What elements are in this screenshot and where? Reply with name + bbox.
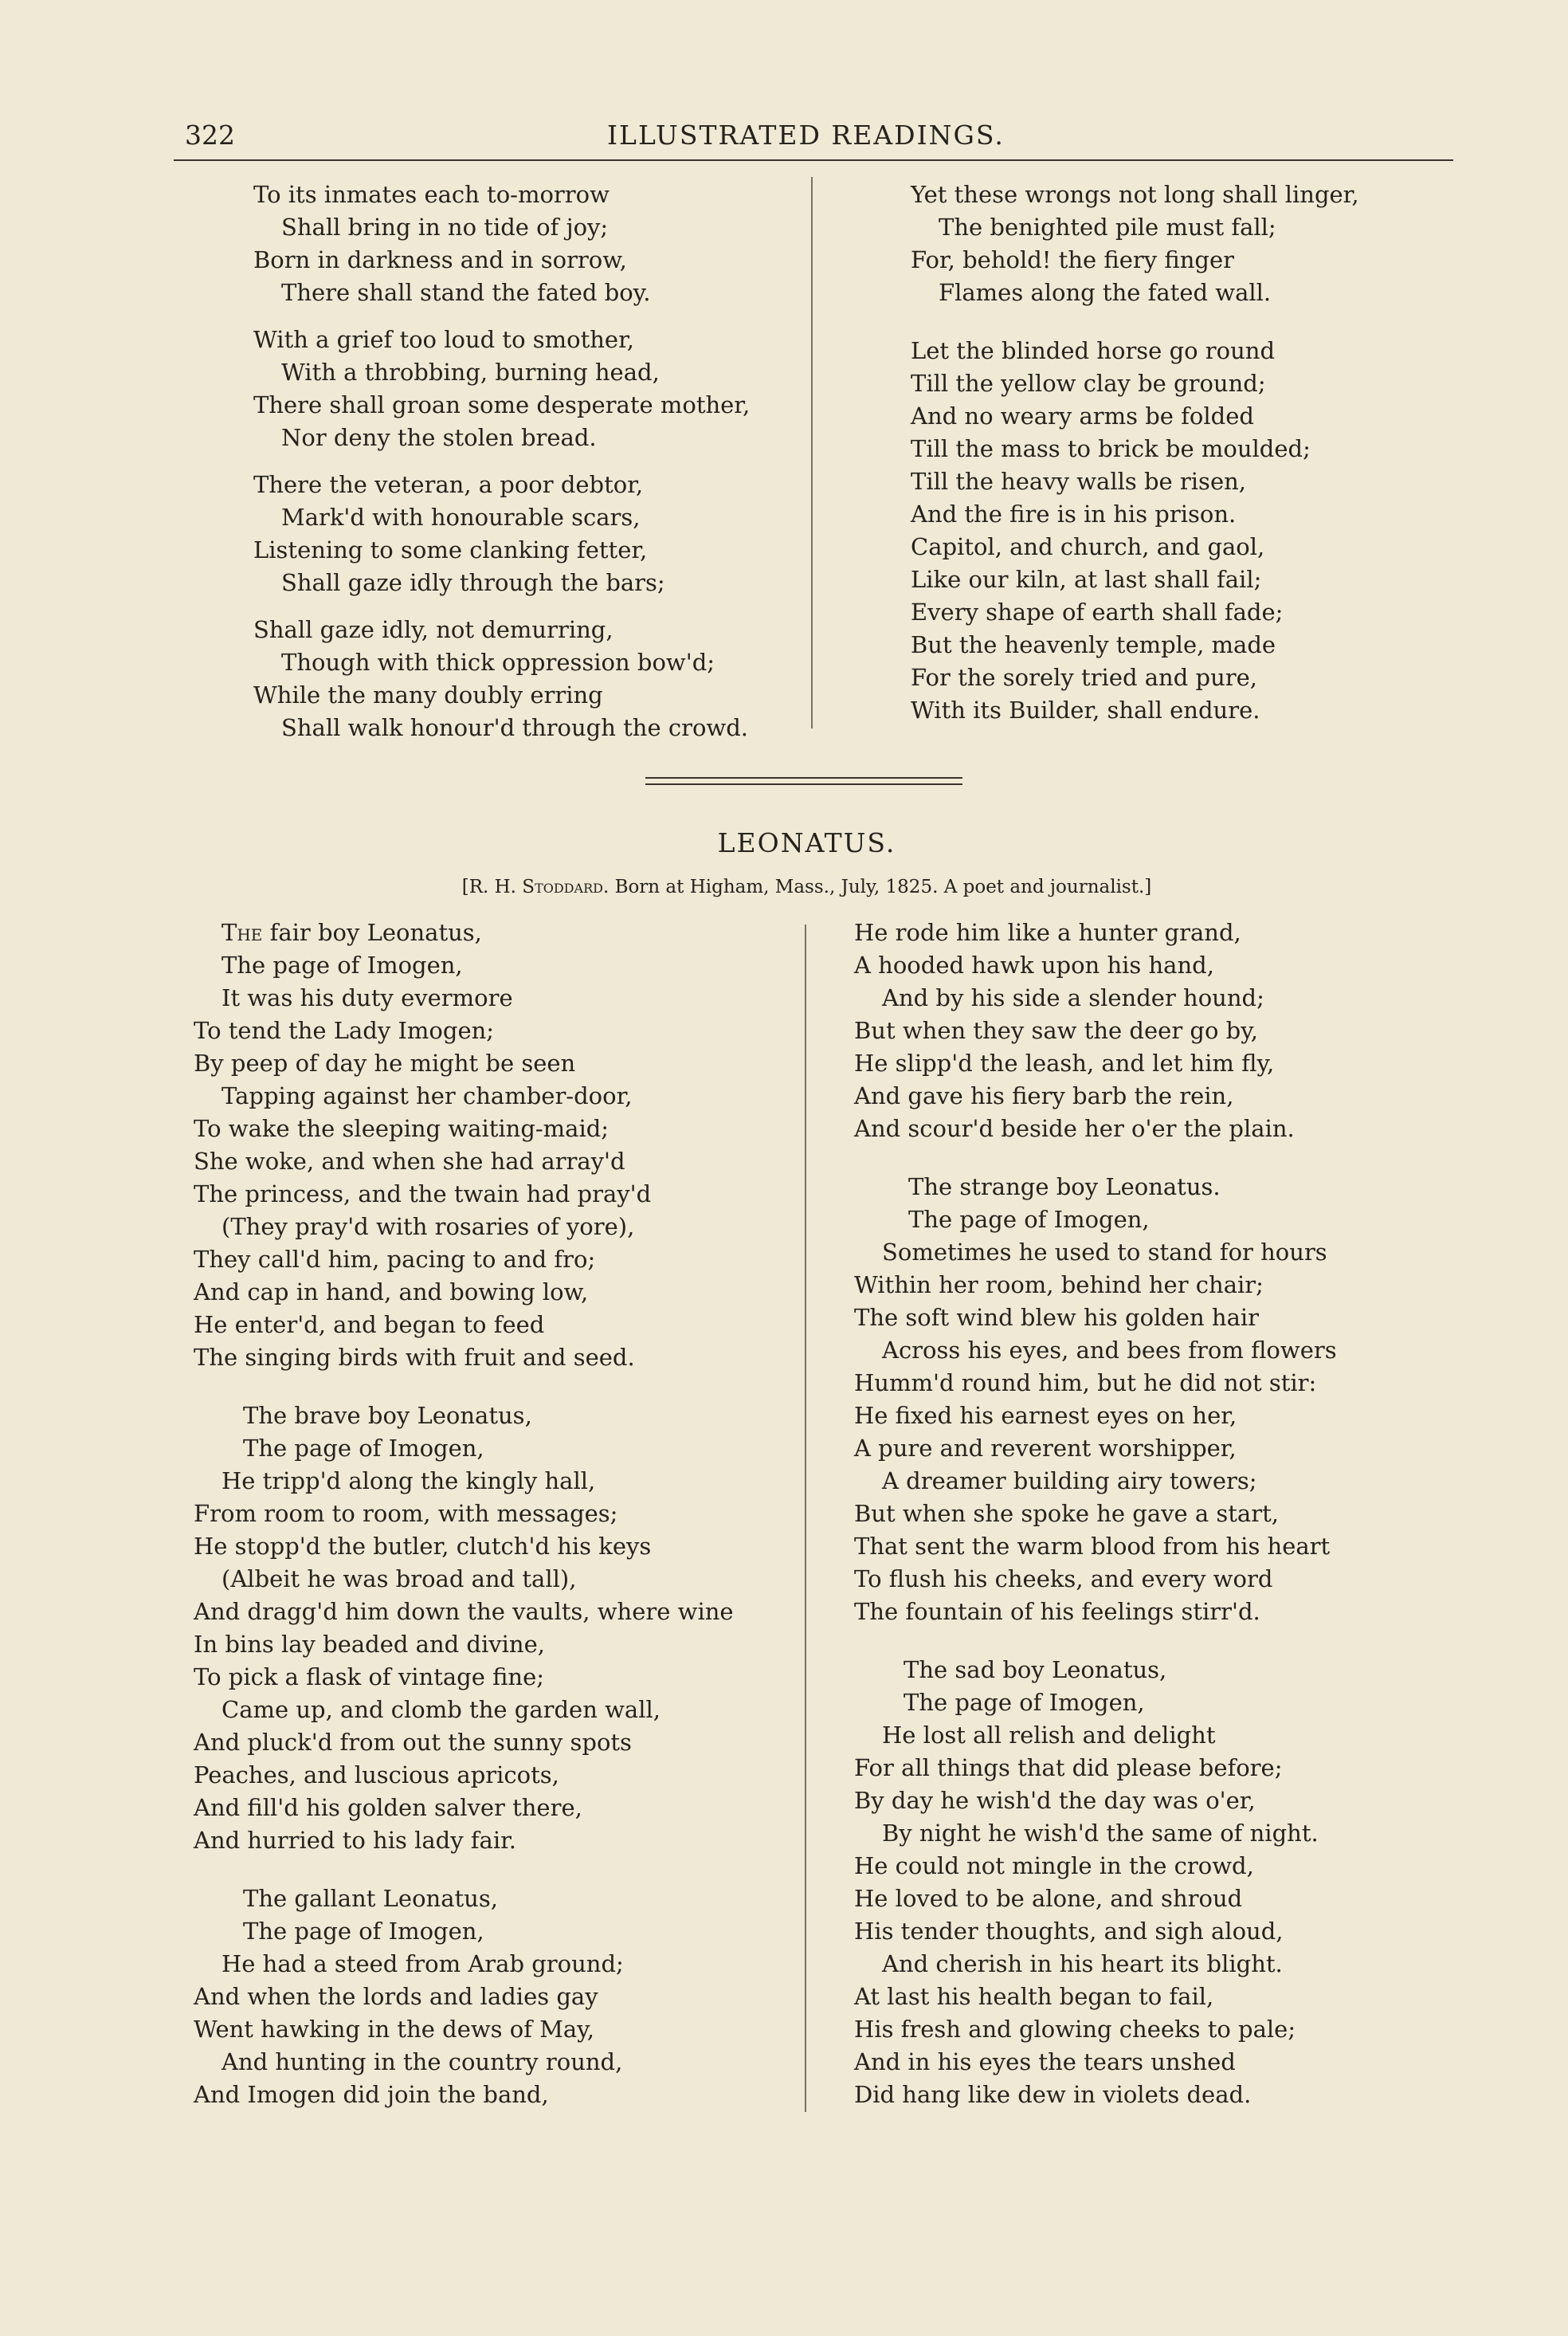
stanza: [854, 1171, 1337, 1628]
poem-title: LEONATUS.: [717, 827, 896, 858]
verse-line: But when they saw the deer go by,: [854, 1017, 1258, 1044]
column-divider: [811, 177, 813, 728]
running-head: ILLUSTRATED READINGS.: [607, 120, 1005, 151]
verse-line: Came up, and clomb the garden wall,: [221, 1696, 661, 1723]
verse-line: He tripp'd along the kingly hall,: [221, 1467, 596, 1494]
verse-line: With its Builder, shall endure.: [911, 697, 1260, 724]
verse-line: (Albeit he was broad and tall),: [221, 1565, 577, 1592]
verse-line: To pick a flask of vintage fine;: [194, 1663, 545, 1690]
verse-line: There shall groan some desperate mother,: [253, 391, 751, 418]
first-word: The: [221, 919, 263, 946]
verse-line: Listening to some clanking fetter,: [253, 536, 648, 563]
verse-line: A dreamer building airy towers;: [882, 1467, 1257, 1494]
verse-line: At last his health began to fail,: [854, 1983, 1214, 2010]
prev-poem-right-column: [911, 179, 1359, 741]
verse-line: And Imogen did join the band,: [194, 2081, 549, 2108]
verse-line: The page of Imogen,: [243, 1918, 484, 1945]
verse-line: Did hang like dew in violets dead.: [854, 2081, 1252, 2108]
verse-line: While the many doubly erring: [253, 681, 603, 709]
verse-line: The gallant Leonatus,: [243, 1885, 498, 1912]
verse-line: The singing birds with fruit and seed.: [194, 1344, 635, 1371]
poem-attribution: [R. H. Stoddard. Born at Higham, Mass., July, 1825. A poet and journalist.]: [461, 877, 1152, 897]
verse-line: For, behold! the fiery finger: [911, 246, 1234, 273]
verse-line: The benighted pile must fall;: [939, 214, 1276, 241]
verse-line: Capitol, and church, and gaol,: [911, 533, 1265, 560]
verse-line: The page of Imogen,: [908, 1206, 1150, 1233]
verse-line: Let the blinded horse go round: [911, 337, 1276, 364]
verse-line: His tender thoughts, and sigh aloud,: [854, 1918, 1284, 1945]
verse-line: Till the yellow clay be ground;: [911, 370, 1266, 397]
verse-line: By night he wish'd the same of night.: [882, 1820, 1319, 1847]
stanza: [194, 917, 734, 1374]
verse-line: [194, 917, 734, 949]
verse-line: And the fire is in his prison.: [911, 501, 1237, 528]
verse-line: And cap in hand, and bowing low,: [194, 1278, 589, 1305]
verse-line: And hurried to his lady fair.: [194, 1827, 517, 1854]
stanza: [253, 324, 750, 454]
verse-line: And in his eyes the tears unshed: [854, 2048, 1236, 2075]
stanza: [194, 1883, 734, 2111]
verse-line: Nor deny the stolen bread.: [281, 424, 597, 451]
verse-line: Flames along the fated wall.: [939, 279, 1272, 306]
verse-line: By day he wish'd the day was o'er,: [854, 1787, 1256, 1814]
verse-line: The soft wind blew his golden hair: [854, 1304, 1260, 1331]
verse-line: The page of Imogen,: [243, 1435, 484, 1462]
verse-line: For all things that did please before;: [854, 1754, 1283, 1781]
verse-line: To tend the Lady Imogen;: [194, 1017, 495, 1044]
verse-line: And cherish in his heart its blight.: [882, 1950, 1283, 1977]
section-rule-bottom: [645, 783, 962, 785]
poem-right-column: [854, 917, 1337, 2126]
verse-line: He lost all relish and delight: [882, 1722, 1216, 1749]
verse-line: She woke, and when she had array'd: [194, 1148, 625, 1175]
stanza: [911, 335, 1359, 727]
verse-line: He enter'd, and began to feed: [194, 1311, 545, 1338]
column-divider: [805, 925, 806, 2112]
verse-line: He rode him like a hunter grand,: [854, 919, 1241, 946]
verse-line: He slipp'd the leash, and let him fly,: [854, 1050, 1275, 1077]
stanza: [911, 179, 1359, 309]
page-number: 322: [185, 120, 235, 151]
stanza: [194, 1400, 734, 1857]
stanza: [854, 1654, 1337, 2111]
verse-line: And when the lords and ladies gay: [194, 1983, 598, 2010]
verse-line: Humm'd round him, but he did not stir:: [854, 1369, 1317, 1396]
verse-line: A pure and reverent worshipper,: [854, 1435, 1237, 1462]
verse-line: But the heavenly temple, made: [911, 631, 1276, 658]
verse-line: That sent the warm blood from his heart: [854, 1533, 1331, 1560]
verse-line: The princess, and the twain had pray'd: [194, 1180, 652, 1207]
verse-line: The page of Imogen,: [221, 952, 463, 979]
verse-line: He loved to be alone, and shroud: [854, 1885, 1243, 1912]
verse-line: His fresh and glowing cheeks to pale;: [854, 2016, 1296, 2043]
prev-poem-left-column: [253, 179, 750, 759]
verse-line: Across his eyes, and bees from flowers: [882, 1337, 1337, 1364]
verse-line: Like our kiln, at last shall fail;: [911, 566, 1262, 593]
stanza: [854, 917, 1337, 1145]
verse-line: With a grief too loud to smother,: [253, 326, 634, 353]
verse-line: To flush his cheeks, and every word: [854, 1565, 1273, 1592]
verse-line: Shall gaze idly, not demurring,: [253, 616, 613, 643]
verse-line: And scour'd beside her o'er the plain.: [854, 1115, 1295, 1142]
verse-line: Within her room, behind her chair;: [854, 1271, 1264, 1298]
verse-line: The strange boy Leonatus.: [908, 1173, 1221, 1200]
verse-line: And dragg'd him down the vaults, where wine: [194, 1598, 734, 1625]
page-header: [185, 120, 1452, 155]
verse-line: They call'd him, pacing to and fro;: [194, 1246, 596, 1273]
section-rule-top: [645, 777, 962, 779]
verse-line: Though with thick oppression bow'd;: [281, 649, 715, 676]
verse-line: And pluck'd from out the sunny spots: [194, 1729, 632, 1756]
verse-line: There shall stand the fated boy.: [281, 279, 651, 306]
verse-line: He could not mingle in the crowd,: [854, 1852, 1254, 1879]
verse-line: And by his side a slender hound;: [882, 984, 1264, 1011]
verse-line: And gave his fiery barb the rein,: [854, 1082, 1234, 1109]
verse-line: For the sorely tried and pure,: [911, 664, 1257, 691]
verse-line: In bins lay beaded and divine,: [194, 1631, 545, 1658]
verse-line: But when she spoke he gave a start,: [854, 1500, 1279, 1527]
verse-line: And no weary arms be folded: [911, 402, 1254, 430]
verse-line: Sometimes he used to stand for hours: [882, 1239, 1327, 1266]
verse-line: A hooded hawk upon his hand,: [854, 952, 1214, 979]
stanza: [253, 614, 750, 744]
verse-line: He had a steed from Arab ground;: [221, 1950, 624, 1977]
verse-line: To its inmates each to-morrow: [253, 181, 610, 208]
poem-left-column: [194, 917, 734, 2126]
verse-line: Till the mass to brick be moulded;: [911, 435, 1311, 462]
verse-line: (They pray'd with rosaries of yore),: [221, 1213, 635, 1240]
verse-line: He fixed his earnest eyes on her,: [854, 1402, 1237, 1429]
attribution-author: R. H. Stoddard.: [468, 877, 610, 897]
verse-line: The brave boy Leonatus,: [243, 1402, 532, 1429]
verse-line: Till the heavy walls be risen,: [911, 468, 1246, 495]
verse-line: Born in darkness and in sorrow,: [253, 246, 627, 273]
header-rule: [174, 159, 1453, 161]
verse-line: It was his duty evermore: [221, 984, 513, 1011]
verse-line: Shall bring in no tide of joy;: [281, 214, 609, 241]
verse-line: There the veteran, a poor debtor,: [253, 471, 644, 498]
attribution-details: Born at Higham, Mass., July, 1825. A poet and journalist.: [614, 877, 1145, 897]
verse-line: By peep of day he might be seen: [194, 1050, 576, 1077]
verse-line: Every shape of earth shall fade;: [911, 599, 1284, 626]
verse-line: Tapping against her chamber-door,: [221, 1082, 633, 1109]
verse-line: Shall gaze idly through the bars;: [281, 569, 665, 596]
verse-line: The fountain of his feelings stirr'd.: [854, 1598, 1260, 1625]
verse-line: To wake the sleeping waiting-maid;: [194, 1115, 610, 1142]
verse-line: And fill'd his golden salver there,: [194, 1794, 582, 1821]
verse-line-text: fair boy Leonatus,: [269, 919, 482, 946]
verse-line: The sad boy Leonatus,: [904, 1656, 1167, 1683]
verse-line: He stopp'd the butler, clutch'd his keys: [194, 1533, 652, 1560]
verse-line: The page of Imogen,: [904, 1689, 1145, 1716]
stanza: [253, 469, 750, 599]
stanza: [253, 179, 750, 309]
verse-line: And hunting in the country round,: [221, 2048, 623, 2075]
verse-line: Went hawking in the dews of May,: [194, 2016, 594, 2043]
verse-line: Shall walk honour'd through the crowd.: [281, 714, 749, 741]
verse-line: Yet these wrongs not long shall linger,: [911, 181, 1359, 208]
verse-line: Peaches, and luscious apricots,: [194, 1761, 559, 1788]
verse-line: Mark'd with honourable scars,: [281, 504, 641, 531]
verse-line: From room to room, with messages;: [194, 1500, 618, 1527]
verse-line: With a throbbing, burning head,: [281, 359, 660, 386]
